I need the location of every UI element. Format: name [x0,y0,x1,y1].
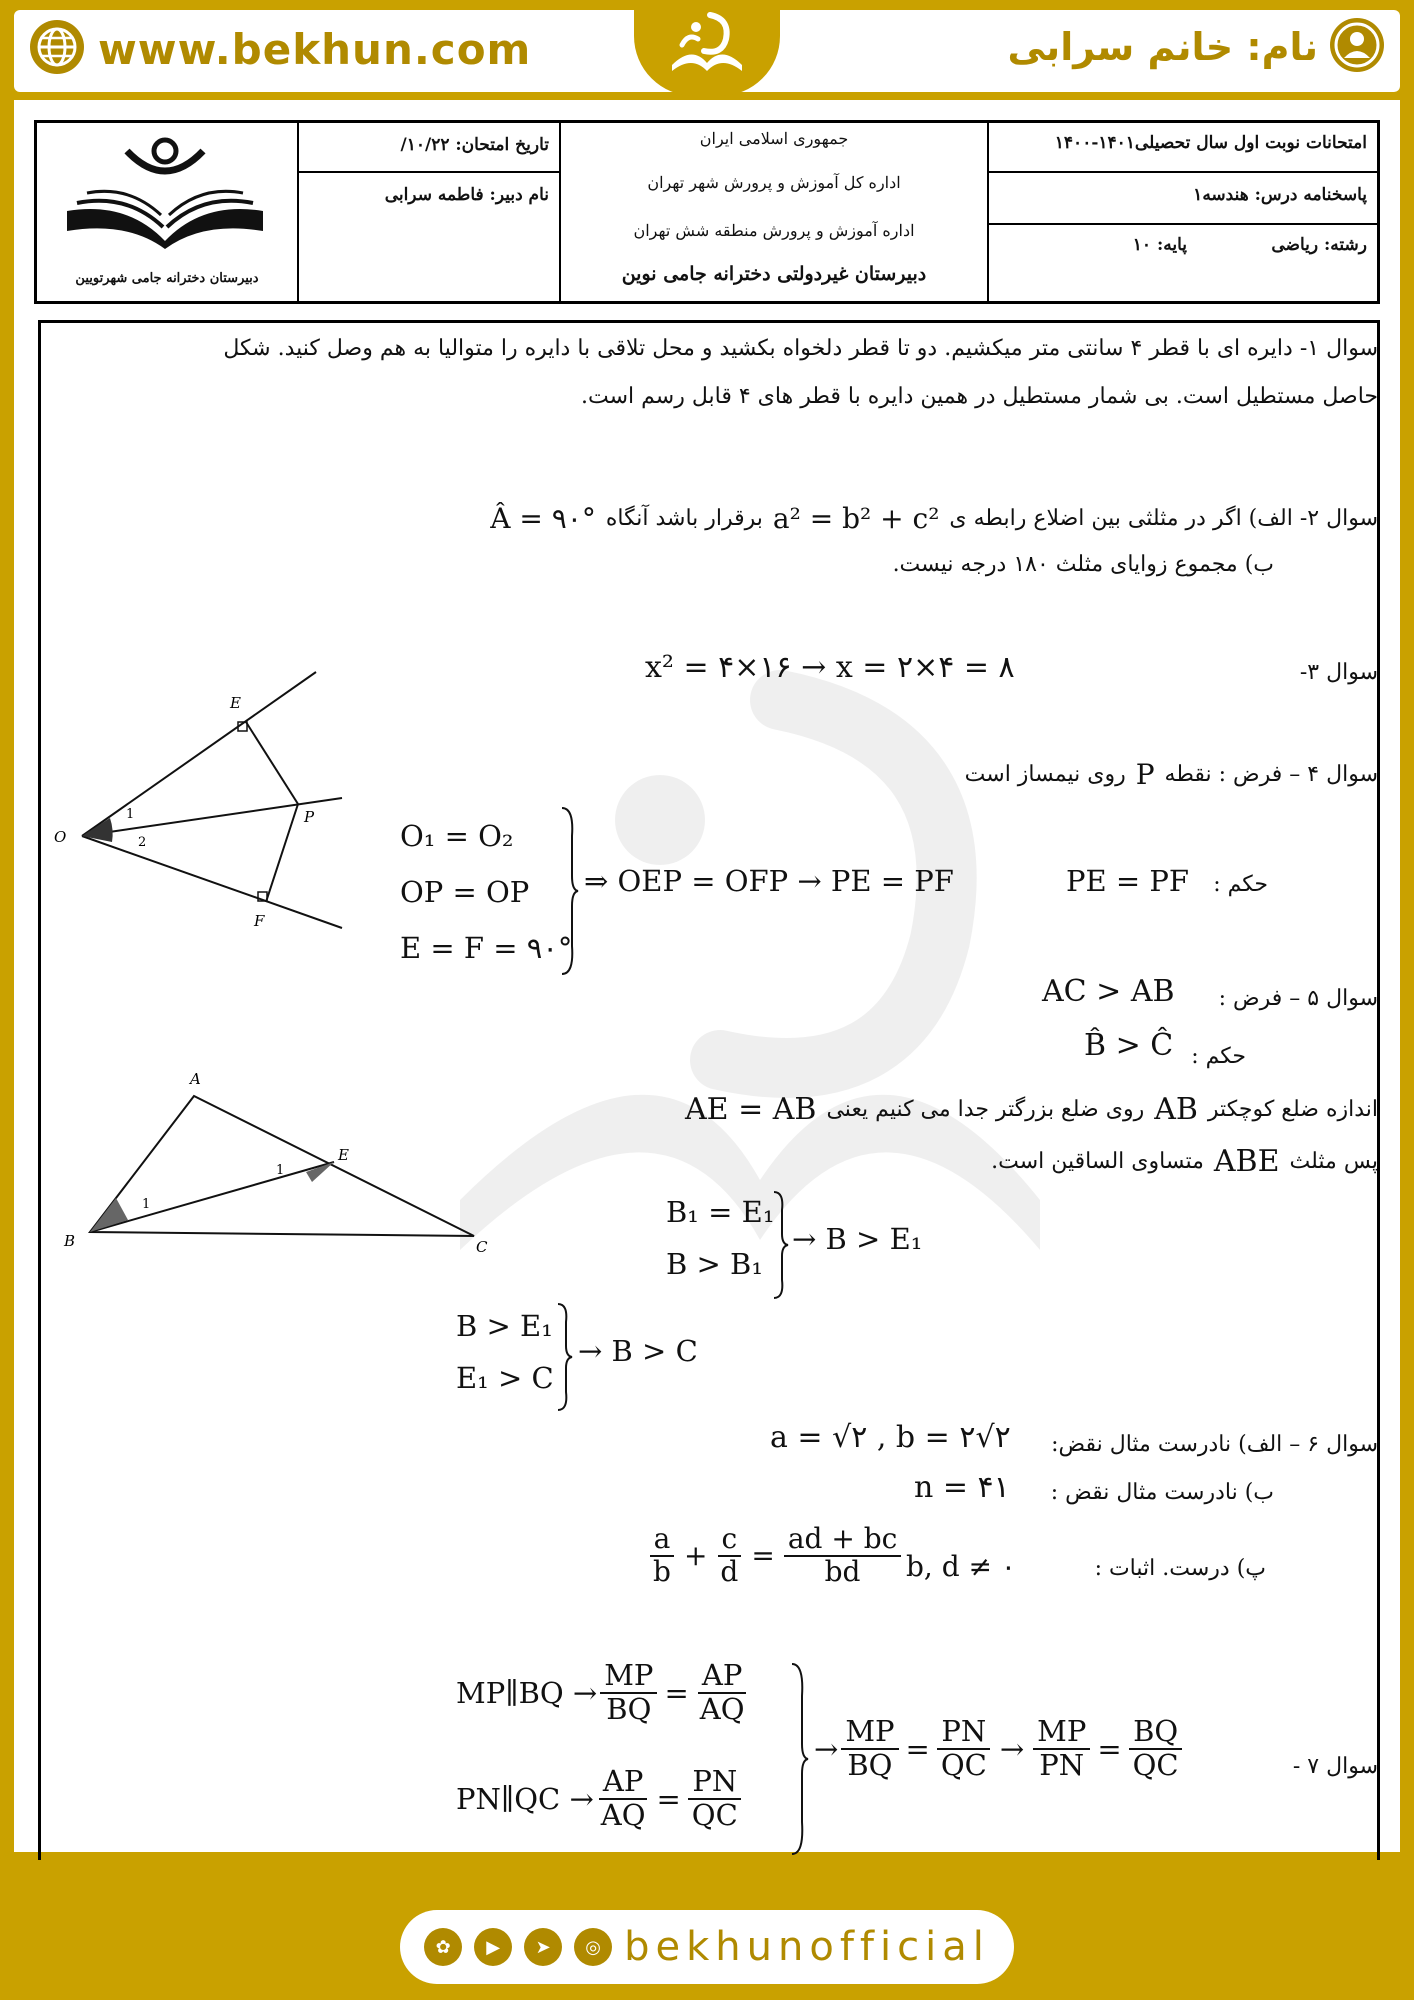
q4-line-2: OP = OP [400,875,530,909]
q4-label: سوال ۴ – فرض : نقطه [1164,762,1378,787]
q5-line2 [991,1144,1378,1179]
q5-hokm-label: حکم : [1191,1044,1246,1069]
republic-title: جمهوری اسلامی ایران [699,129,849,148]
q5-label: سوال ۵ – فرض : [1218,986,1378,1011]
header-logo-column [37,123,297,301]
frac-mp-bq-r: $\frac{MP}{BQ}$ [841,1716,898,1782]
q3-equation: x² = ۴×۱۶ → x = ۲×۴ = ۸ [645,650,1015,685]
site-link[interactable] [28,18,531,80]
q5-sys2-line2: E₁ > C [456,1361,554,1395]
q6-a-eq: a = √۲ , b = ۲√۲ [770,1420,1011,1455]
q4-system [400,808,572,976]
district-office: اداره آموزش و پرورش منطقه شش تهران [633,221,915,240]
q3-label: سوال ۳- [1299,660,1378,685]
q4-line-1: O₁ = O₂ [400,819,514,853]
frac-pn-qc: $\frac{PN}{QC}$ [688,1766,742,1832]
q6-c-cond: b, d ≠ ۰ [906,1550,1016,1583]
exam-title: امتحانات نوبت اول سال تحصیلی۱۴۰۱-۱۴۰۰ [1054,133,1367,153]
exam-date: تاریخ امتحان: ۱۰/۲۲/ [400,135,549,155]
q2-b: ب) مجموع زوایای مثلث ۱۸۰ درجه نیست. [892,552,1274,577]
q5-sys1-line2: B > B₁ [666,1247,763,1281]
header-info-column [987,123,1377,301]
q6-c-equation: $\frac{a}{b}$ + $\frac{c}{d}$ = $\frac{ad + bc}{bd}$ [646,1524,904,1588]
telegram-icon[interactable]: ➤ [524,1928,562,1966]
q5-line1-a: اندازه ضلع کوچکتر [1207,1097,1378,1122]
q5-hokm: B̂ > Ĉ [1084,1028,1174,1063]
frac-a-b: $\frac{a}{b}$ [649,1524,675,1588]
q2-a [490,502,1378,535]
q6-b-label: ب) نادرست مثال نقض : [1050,1480,1274,1505]
q5-sys1-line1: B₁ = E₁ [666,1195,775,1229]
q5-line2-b: ABE [1213,1144,1280,1179]
teacher-label: نام: خانم سرابی [1007,25,1318,69]
frac-ad-bc: $\frac{ad + bc}{bd}$ [784,1524,901,1588]
ray-of [82,836,342,928]
teacher-name-badge [1007,16,1386,78]
q2-a-then: برقرار باشد آنگاه [605,506,763,531]
grade-label: پایه: ۱۰ [1132,235,1187,255]
youtube-icon[interactable]: ▶ [474,1928,512,1966]
teacher-name: نام دبیر: فاطمه سرابی [384,185,549,205]
frac-bq-qc: $\frac{BQ}{QC}$ [1129,1716,1183,1782]
social-footer[interactable] [400,1910,1014,1984]
q5-result-2: → B > C [578,1334,698,1368]
frac-c-d: $\frac{c}{d}$ [716,1524,742,1588]
q5-brace-1 [772,1190,790,1300]
q5-assume: AC > AB [1042,974,1175,1009]
frac-mp-bq: $\frac{MP}{BQ}$ [600,1660,657,1726]
ray-op [82,798,342,836]
instagram-icon[interactable]: ◎ [574,1928,612,1966]
segment-pe [246,722,298,804]
q4-rest: روی نیمساز است [964,762,1126,787]
q4-result: ⇒ OEP = OFP → PE = PF [584,864,954,898]
q6-b-eq: n = ۴۱ [914,1470,1010,1505]
q4-line-3: E = F = ۹۰° [400,931,573,965]
q5-line1-d: AE = AB [684,1092,817,1127]
q7-label: سوال ۷ - [1292,1754,1378,1779]
q5-result-1: → B > E₁ [792,1222,923,1256]
q7-line-1: MP∥BQ → $\frac{MP}{BQ}$ = $\frac{AP}{AQ}$ [456,1660,751,1726]
label-f: F [254,912,265,930]
q4-hokm: PE = PF [1066,864,1190,898]
brand-logo-icon [652,5,762,91]
q7-l1-prefix: MP∥BQ → [456,1675,598,1710]
q5-triangle-figure [50,1060,500,1270]
q7-brace [790,1662,810,1856]
q4-brace [560,806,580,976]
answer-key-title: پاسخنامه درس: هندسه۱ [1193,185,1367,205]
q4-angle-bisector-figure [40,660,360,940]
tri-label-e: E [338,1146,349,1164]
q1-line1: سوال ۱- دایره ای با قطر ۴ سانتی متر میکشیم. دو تا قطر دلخواه بکشید و محل تلاقی با دایره را متوالیا به هم وصل کنید. شکل [223,336,1378,361]
q6-c-label: پ) درست. اثبات : [1094,1556,1266,1581]
brand-logo [634,0,780,96]
q4-assumption [965,758,1378,791]
edu-office: اداره کل آموزش و پرورش شهر تهران [647,173,901,192]
q7-line-2: PN∥QC → $\frac{AP}{AQ}$ = $\frac{PN}{QC}$ [456,1766,745,1832]
q1-line2: حاصل مستطیل است. بی شمار مستطیل در همین دایره با قطر های ۴ قابل رسم است. [581,384,1378,409]
q4-point: P [1135,758,1155,791]
header-school-column [559,123,987,301]
label-2: 2 [138,835,147,850]
tri-label-1e: 1 [276,1163,285,1178]
q7-l2-prefix: PN∥QC → [456,1781,594,1816]
globe-icon [28,18,86,80]
tri-label-b: B [64,1232,76,1250]
ray-oe [82,672,316,836]
q2-a-angle: Â = ۹۰° [490,502,596,535]
aparat-icon[interactable]: ✿ [424,1928,462,1966]
q2-a-eq: a² = b² + c² [772,502,940,535]
school-name: دبیرستان غیردولتی دخترانه جامی نوین [621,263,927,285]
tri-label-a: A [190,1070,201,1088]
field-label: رشته: ریاضی [1271,235,1367,255]
social-handle[interactable]: bekhunofficial [624,1924,990,1970]
frac-pn-qc-r: $\frac{PN}{QC}$ [937,1716,991,1782]
q5-line2-a: پس مثلث [1289,1149,1378,1174]
q5-line1 [685,1092,1378,1127]
q6-a-label: سوال ۶ – الف) نادرست مثال نقض: [1051,1432,1378,1457]
label-1: 1 [126,807,135,822]
segment-be [90,1162,334,1232]
user-icon [1328,16,1386,78]
label-e: E [230,694,241,712]
q5-line1-c: روی ضلع بزرگتر جدا می کنیم یعنی [826,1097,1145,1122]
frac-ap-aq: $\frac{AP}{AQ}$ [699,1658,745,1726]
frac-mp-pn: $\frac{MP}{PN}$ [1033,1716,1090,1782]
tri-label-1b: 1 [142,1197,151,1212]
logo-caption: دبیرستان دخترانه جامی شهرتویین [75,271,259,286]
q5-sys2-line1: B > E₁ [456,1309,553,1343]
q7-result: → $\frac{MP}{BQ}$ = $\frac{PN}{QC}$ → $\frac{MP}{PN}$ = $\frac{BQ}{QC}$ [814,1716,1186,1782]
q5-line1-b: AB [1154,1092,1198,1127]
q2-a-text: سوال ۲- الف) اگر در مثلثی بین اضلاع رابطه ی [949,506,1378,531]
q4-hokm-label: حکم : [1213,872,1268,897]
segment-pf [266,804,298,902]
header-date-column [297,123,559,301]
exam-header-table [34,120,1380,304]
label-p: P [304,808,315,826]
site-url[interactable]: www.bekhun.com [98,24,532,74]
school-book-logo-icon [47,131,287,261]
q5-system-2 [456,1300,554,1404]
q5-system-1 [666,1186,774,1290]
label-o: O [54,828,67,846]
q5-brace-2 [556,1302,574,1412]
q5-line2-c: متساوی الساقین است. [991,1149,1204,1174]
frac-ap-aq-2: $\frac{AP}{AQ}$ [600,1764,646,1832]
tri-label-c: C [476,1238,488,1256]
